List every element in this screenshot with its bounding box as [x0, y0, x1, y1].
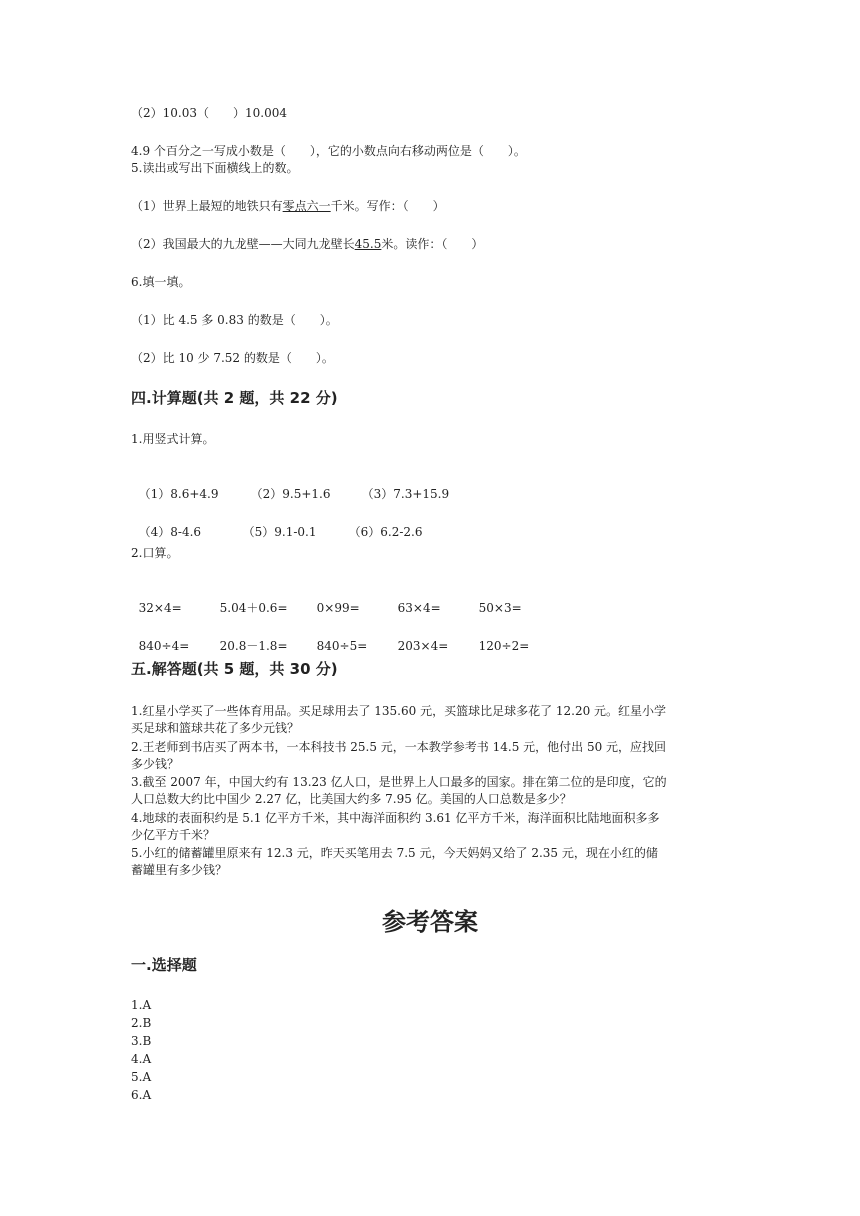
- question-6: 6.填一填。: [131, 275, 191, 289]
- answers-title: 参考答案: [382, 908, 478, 936]
- problem-line: 4.地球的表面积约是 5.1 亿平方千米，其中海洋面积约 3.61 亿平方千米，海洋面积比陆地面积多多: [131, 811, 660, 825]
- q5-1-prefix: （1）世界上最短的地铁只有: [131, 199, 283, 213]
- oral-item: 203×4=: [397, 639, 449, 653]
- oral-item: 20.8－1.8=: [219, 639, 288, 653]
- oral-item: 50×3=: [478, 601, 522, 615]
- question-5-1: [131, 198, 445, 215]
- oral-item: 32×4=: [138, 601, 182, 615]
- q5-2-prefix: （2）我国最大的九龙壁——大同九龙壁长: [131, 237, 355, 251]
- problem-line: 5.小红的储蓄罐里原来有 12.3 元，昨天买笔用去 7.5 元，今天妈妈又给了 2.35 元，现在小红的储: [131, 846, 658, 860]
- vertical-calc-row-1: [131, 469, 449, 503]
- oral-item: 0×99=: [316, 601, 360, 615]
- problem-line: 1.红星小学买了一些体育用品。买足球用去了 135.60 元，买篮球比足球多花了 12.20 元。红星小学: [131, 704, 667, 718]
- question-5: 5.读出或写出下面横线上的数。: [131, 161, 299, 175]
- question-4-2: 2.口算。: [131, 546, 179, 560]
- vertical-calc-row-2: [131, 507, 423, 541]
- problem-line: 人口总数大约比中国少 2.27 亿，比美国大约多 7.95 亿。美国的人口总数是多少？: [131, 792, 572, 806]
- section-heading-calculation: 四.计算题(共 2 题，共 22 分): [131, 389, 338, 407]
- oral-item: 120÷2=: [478, 639, 530, 653]
- oral-calc-row-2: [131, 621, 529, 655]
- answer-item: 2.B: [131, 1016, 152, 1030]
- question-4: 4.9 个百分之一写成小数是（ ），它的小数点向右移动两位是（ ）。: [131, 144, 526, 158]
- answer-item: 1.A: [131, 998, 152, 1012]
- calc-item: （6）6.2-2.6: [348, 525, 423, 539]
- answers-section-heading: 一.选择题: [131, 956, 197, 974]
- oral-item: 5.04＋0.6=: [219, 601, 288, 615]
- q5-1-suffix: 千米。写作：（ ）: [330, 199, 445, 213]
- problem-line: 蓄罐里有多少钱？: [131, 863, 228, 877]
- section-heading-word-problems: 五.解答题(共 5 题，共 30 分): [131, 660, 338, 678]
- problem-line: 多少钱？: [131, 757, 180, 771]
- calc-item: （5）9.1-0.1: [242, 525, 317, 539]
- calc-item: （1）8.6+4.9: [138, 487, 219, 501]
- oral-item: 63×4=: [397, 601, 441, 615]
- question-5-2: [131, 236, 483, 253]
- problem-line: 少亿平方千米？: [131, 828, 216, 842]
- question-6-1: （1）比 4.5 多 0.83 的数是（ ）。: [131, 313, 338, 327]
- q5-2-suffix: 米。读作：（ ）: [381, 237, 484, 251]
- question-4-1: 1.用竖式计算。: [131, 432, 215, 446]
- question-6-2: （2）比 10 少 7.52 的数是（ ）。: [131, 351, 334, 365]
- question-3-2: （2）10.03（ ）10.004: [131, 106, 287, 120]
- problem-line: 3.截至 2007 年，中国大约有 13.23 亿人口，是世界上人口最多的国家。排在第二位的是印度，它的: [131, 775, 667, 789]
- oral-calc-row-1: [131, 583, 522, 617]
- calc-item: （4）8-4.6: [138, 525, 202, 539]
- answer-item: 6.A: [131, 1088, 152, 1102]
- problem-line: 买足球和篮球共花了多少元钱？: [131, 721, 300, 735]
- problem-line: 2.王老师到书店买了两本书，一本科技书 25.5 元，一本教学参考书 14.5 元，他付出 50 元，应找回: [131, 740, 667, 754]
- answer-item: 3.B: [131, 1034, 152, 1048]
- calc-item: （3）7.3+15.9: [361, 487, 450, 501]
- calc-item: （2）9.5+1.6: [250, 487, 331, 501]
- q5-2-underlined: 45.5: [354, 237, 382, 251]
- q5-1-underlined: 零点六一: [282, 199, 331, 213]
- oral-item: 840÷4=: [138, 639, 190, 653]
- answer-item: 5.A: [131, 1070, 152, 1084]
- answer-item: 4.A: [131, 1052, 152, 1066]
- oral-item: 840÷5=: [316, 639, 368, 653]
